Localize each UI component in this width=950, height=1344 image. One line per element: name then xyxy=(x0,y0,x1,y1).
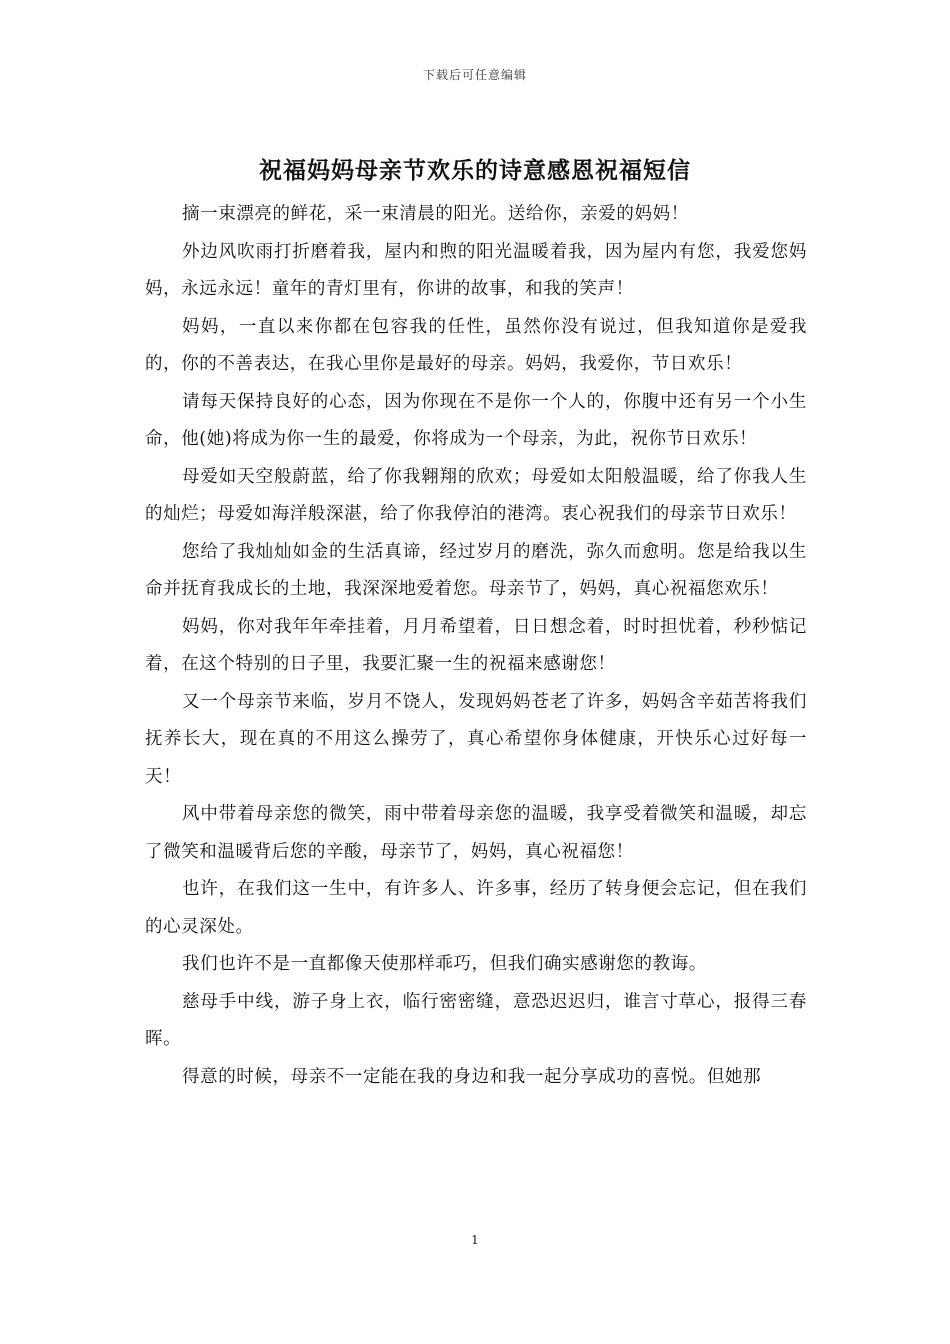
paragraph: 风中带着母亲您的微笑，雨中带着母亲您的温暖，我享受着微笑和温暖，却忘了微笑和温暖背后您的辛酸，母亲节了，妈妈，真心祝福您！ xyxy=(145,804,807,862)
paragraph: 也许，在我们这一生中，有许多人、许多事，经历了转身便会忘记，但在我们的心灵深处。 xyxy=(145,879,807,937)
paragraph: 又一个母亲节来临，岁月不饶人，发现妈妈苍老了许多，妈妈含辛茹苦将我们抚养长大，现在真的不用这么操劳了，真心希望你身体健康，开快乐心过好每一天！ xyxy=(145,691,807,787)
paragraph: 妈妈，你对我年年牵挂着，月月希望着，日日想念着，时时担忧着，秒秒惦记着，在这个特别的日子里，我要汇聚一生的祝福来感谢您！ xyxy=(145,616,807,674)
paragraph: 妈妈，一直以来你都在包容我的任性，虽然你没有说过，但我知道你是爱我的，你的不善表达，在我心里你是最好的母亲。妈妈，我爱你，节日欢乐！ xyxy=(145,316,807,374)
paragraph: 我们也许不是一直都像天使那样乖巧，但我们确实感谢您的教诲。 xyxy=(182,954,707,974)
page-number: 1 xyxy=(471,1233,479,1247)
paragraph: 您给了我灿灿如金的生活真谛，经过岁月的磨洗，弥久而愈明。您是给我以生命并抚育我成长的土地，我深深地爱着您。母亲节了，妈妈，真心祝福您欢乐！ xyxy=(145,541,807,599)
header-note: 下载后可任意编辑 xyxy=(422,68,527,82)
paragraph: 得意的时候，母亲不一定能在我的身边和我一起分享成功的喜悦。但她那 xyxy=(182,1066,762,1087)
paragraph: 外边风吹雨打折磨着我，屋内和煦的阳光温暖着我，因为屋内有您，我爱您妈妈，永远永远！童年的青灯里有，你讲的故事，和我的笑声！ xyxy=(145,241,807,299)
document-title: 祝福妈妈母亲节欢乐的诗意感恩祝福短信 xyxy=(259,157,691,184)
paragraph: 请每天保持良好的心态，因为你现在不是你一个人的，你腹中还有另一个小生命，他(她)将成为你一生的最爱，你将成为一个母亲，为此，祝你节日欢乐！ xyxy=(145,391,807,449)
paragraph: 慈母手中线，游子身上衣，临行密密缝，意恐迟迟归，谁言寸草心，报得三春晖。 xyxy=(145,991,807,1049)
document-body xyxy=(145,196,807,1096)
paragraph: 摘一束漂亮的鲜花，采一束清晨的阳光。送给你，亲爱的妈妈！ xyxy=(182,204,689,224)
paragraph: 母爱如天空般蔚蓝，给了你我翱翔的欣欢；母爱如太阳般温暖，给了你我人生的灿烂；母爱如海洋般深湛，给了你我停泊的港湾。衷心祝我们的母亲节日欢乐！ xyxy=(145,466,807,524)
